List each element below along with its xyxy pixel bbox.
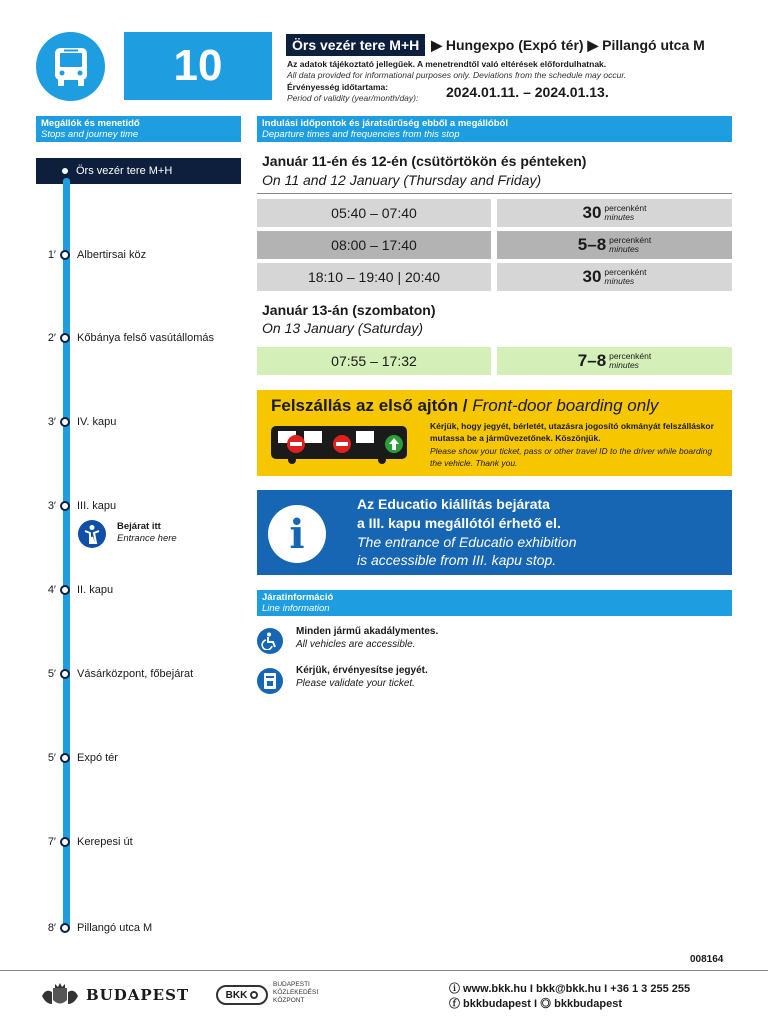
freq-label-en: minutes (604, 276, 635, 286)
divider (257, 193, 732, 194)
line-info-title-hu: Járatinformáció (262, 592, 334, 603)
stop-dot (60, 417, 70, 427)
budapest-coat-of-arms-icon (38, 982, 82, 1013)
stop-minutes: 8′ (47, 922, 56, 934)
validity-label-hu: Érvényesség időtartama: (287, 82, 389, 92)
boarding-title (271, 396, 658, 416)
stops-title-hu: Megállók és menetidő (41, 118, 140, 129)
info-text-en-line2: is accessible from III. kapu stop. (357, 552, 557, 568)
budapest-logo-text: BUDAPEST (86, 986, 190, 1004)
bus-doors-icon (270, 425, 410, 470)
stop-row (30, 414, 250, 430)
period2-title-hu: Január 13-án (szombaton) (262, 302, 436, 318)
stop-dot (60, 753, 70, 763)
stop-minutes: 5′ (47, 668, 56, 680)
line-info-header (257, 590, 732, 616)
freq-label-en: minutes (609, 244, 639, 254)
stop-minutes: 7′ (47, 836, 56, 848)
stop-name: III. kapu (77, 500, 117, 512)
bkk-name-line: BUDAPESTI (273, 981, 310, 988)
stop-minutes: 1′ (47, 249, 56, 261)
route-line-graphic (63, 178, 70, 930)
info-icon: i (268, 505, 326, 563)
time-range: 05:40 – 07:40 (257, 199, 491, 227)
stop-dot (60, 333, 70, 343)
stop-row (30, 750, 250, 766)
freq-label-en: minutes (609, 360, 639, 370)
departures-header (257, 116, 732, 142)
bkk-name-line: KÖZPONT (273, 997, 305, 1004)
route-title (286, 34, 705, 56)
stop-minutes: 4′ (47, 584, 56, 596)
line-info-title-en: Line information (262, 603, 330, 614)
stop-dot (60, 923, 70, 933)
frequency-cell (497, 231, 732, 259)
entrance-label-en: Entrance here (117, 533, 177, 544)
info-text-hu-line2: a III. kapu megállótól érhető el. (357, 515, 561, 531)
stop-dot (60, 166, 70, 176)
bkk-name-line: KÖZLEKEDÉSI (273, 989, 319, 996)
boarding-title-hu: Felszállás az első ajtón / (271, 396, 468, 415)
info-text-hu-line1: Az Educatio kiállítás bejárata (357, 496, 550, 512)
notice-en: All data provided for informational purposes only. Deviations from the schedule may occur. (287, 70, 627, 80)
info-text-hu (357, 495, 561, 533)
stop-name: Expó tér (77, 752, 118, 764)
stop-row (30, 582, 250, 598)
time-range: 07:55 – 17:32 (257, 347, 491, 375)
info-text-en (357, 533, 576, 569)
stop-minutes: 2′ (47, 332, 56, 344)
stop-name: II. kapu (77, 584, 114, 596)
freq-label-hu: percenként (609, 235, 652, 245)
stop-minutes: 5′ (47, 752, 56, 764)
freq-label-hu: percenként (604, 203, 647, 213)
boarding-text-en: Please show your ticket, pass or other travel ID to the driver while boarding the vehicle. Thank you. (430, 446, 713, 468)
stop-minutes: 3′ (47, 500, 56, 512)
stop-row (30, 247, 250, 263)
period1-title-hu: Január 11-én és 12-én (csütörtökön és pénteken) (262, 153, 587, 169)
route-start: Örs vezér tere M+H (286, 34, 425, 56)
entrance-label-hu: Bejárat itt (117, 521, 161, 532)
stop-name: Kőbánya felső vasútállomás (77, 332, 214, 344)
freq-label-en: minutes (604, 212, 635, 222)
boarding-title-en: Front-door boarding only (472, 396, 659, 415)
frequency-cell (497, 263, 732, 291)
validity-dates: 2024.01.11. – 2024.01.13. (446, 84, 609, 100)
notice-hu: Az adatok tájékoztató jellegűek. A menetrendtől való eltérések előfordulhatnak. (287, 59, 607, 69)
stop-minutes: 3′ (47, 416, 56, 428)
stop-name: Kerepesi út (77, 836, 133, 848)
route-rest: ▶ Hungexpo (Expó tér) ▶ Pillangó utca M (431, 36, 705, 53)
validate-text-hu: Kérjük, érvényesítse jegyét. (296, 665, 428, 676)
validity-label-en: Period of validity (year/month/day): (287, 93, 419, 103)
stop-row (30, 330, 250, 346)
time-range: 18:10 – 19:40 | 20:40 (257, 263, 491, 291)
contact-info: ⓘ www.bkk.hu I bkk@bkk.hu I +36 1 3 255 255 (449, 983, 691, 995)
frequency-value: 5–8 (577, 235, 607, 254)
frequency-cell (497, 347, 732, 375)
frequency-value: 7–8 (577, 351, 607, 370)
validate-text-en: Please validate your ticket. (296, 678, 415, 689)
stop-dot (60, 669, 70, 679)
stop-dot (60, 585, 70, 595)
stop-row (30, 834, 250, 850)
frequency-value: 30 (582, 203, 602, 222)
bkk-logo-text: BKK (225, 989, 248, 1001)
wheelchair-icon (257, 628, 283, 654)
frequency-cell (497, 199, 732, 227)
stop-name: Vásárközpont, főbejárat (77, 668, 194, 680)
accessible-text-hu: Minden jármű akadálymentes. (296, 626, 439, 637)
info-text-en-line1: The entrance of Educatio exhibition (357, 534, 577, 550)
time-range: 08:00 – 17:40 (257, 231, 491, 259)
boarding-text-hu: Kérjük, hogy jegyét, bérletét, utazásra jogosító okmányát felszálláskor mutassa be a járművezetőnek. Köszönjük. (430, 421, 714, 443)
stop-row (30, 666, 250, 682)
document-code: 008164 (690, 954, 724, 965)
departures-title-hu: Indulási időpontok és járatsűrűség ebből a megállóból (262, 118, 508, 129)
bkk-logo (216, 985, 268, 1005)
stops-title-en: Stops and journey time (41, 129, 139, 140)
line-number: 10 (124, 32, 272, 100)
bkk-full-name (273, 981, 318, 1005)
frequency-value: 30 (582, 267, 602, 286)
stop-name: Albertirsai köz (77, 249, 147, 261)
bus-icon (36, 32, 105, 101)
accessible-text-en: All vehicles are accessible. (296, 639, 416, 650)
first-stop: Örs vezér tere M+H (36, 158, 241, 184)
entrance-icon (78, 520, 106, 548)
validator-icon (257, 668, 283, 694)
stop-dot (60, 250, 70, 260)
stop-dot (60, 837, 70, 847)
footer-divider (0, 970, 768, 971)
period2-title-en: On 13 January (Saturday) (262, 320, 424, 336)
stop-dot (60, 501, 70, 511)
social-info: ⓕ bkkbudapest I ◎ bkkbudapest (449, 998, 622, 1010)
stop-name: Pillangó utca M (77, 922, 153, 934)
freq-label-hu: percenként (604, 267, 647, 277)
stop-row (30, 920, 250, 936)
stop-row (30, 498, 250, 514)
period1-title-en: On 11 and 12 January (Thursday and Friday) (262, 172, 542, 188)
stops-header (36, 116, 241, 142)
freq-label-hu: percenként (609, 351, 652, 361)
stop-name: IV. kapu (77, 416, 117, 428)
departures-title-en: Departure times and frequencies from this stop (262, 129, 460, 140)
